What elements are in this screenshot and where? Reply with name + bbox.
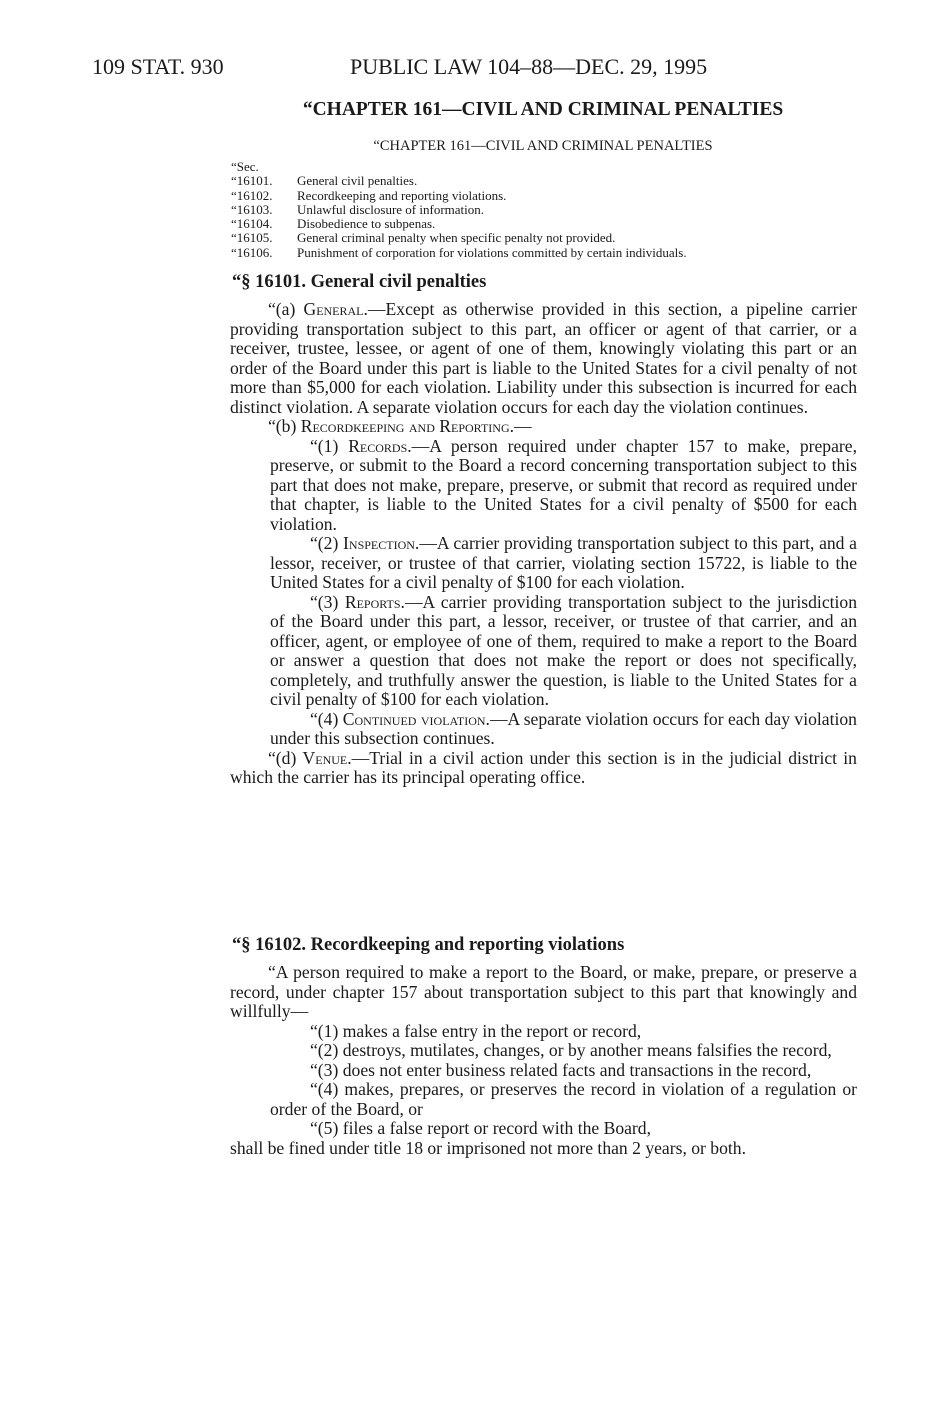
paragraph-b3-heading: Reports — [344, 591, 401, 612]
paragraph-b2-heading: Inspection — [343, 533, 415, 553]
subsection-d-text: .—Trial in a civil action under this section is in the judicial district in which the carrier has its principal operating office. — [230, 747, 857, 787]
paragraph-b2-text: .—A carrier providing transportation subject to this part, and a lessor, receiver, or trustee of that carrier, violating section 15722, is liable to the United States for a civil penalty of $100 for each violation. — [270, 533, 857, 592]
section-16101-heading: “§ 16101. General civil penalties — [232, 272, 487, 292]
toc-item — [231, 231, 863, 245]
section-16102-closing: shall be fined under title 18 or imprisoned not more than 2 years, or both. — [230, 1137, 746, 1158]
toc-item-title: Disobedience to subpenas. — [297, 216, 436, 232]
toc-item-number: “16101. — [231, 173, 273, 189]
stat-citation: 109 STAT. 930 — [92, 54, 224, 79]
public-law-citation: PUBLIC LAW 104–88—DEC. 29, 1995 — [350, 54, 708, 79]
subsection-d — [230, 749, 857, 788]
paragraph-b1 — [270, 437, 857, 535]
toc-item-title: Unlawful disclosure of information. — [297, 201, 485, 217]
chapter-heading: “CHAPTER 161—CIVIL AND CRIMINAL PENALTIES — [302, 99, 784, 120]
paragraph-b1-heading: Records — [348, 435, 408, 456]
subsection-b-prefix: “(b) — [268, 416, 301, 436]
paragraph-b4 — [270, 710, 857, 749]
subsection-a-heading: General — [303, 299, 364, 319]
list-item: “(5) files a false report or record with the Board, — [310, 1118, 651, 1138]
running-head — [92, 52, 852, 82]
toc-item — [231, 217, 863, 231]
subsection-b-text: .— — [509, 416, 532, 436]
subsection-a-text: .—Except as otherwise provided in this section, a pipeline carrier providing transportation subject to this part, an officer or agent of that carrier, or a receiver, trustee, lessee, or agent of one of them, knowingly violating this part or an order of the Board under this part is liable to the United States for a civil penalty of not more than $5,000 for each violation. Liability under this subsection is incurred for each distinct violation. A separate violation occurs for each day the violation continues. — [230, 299, 857, 417]
list-item: “(1) makes a false entry in the report or record, — [310, 1020, 642, 1041]
paragraph-b2-prefix: “(2) — [310, 533, 344, 553]
paragraph-b2 — [270, 534, 857, 593]
subsection-a — [230, 300, 857, 417]
toc-title: “CHAPTER 161—CIVIL AND CRIMINAL PENALTIES — [373, 138, 713, 154]
toc-item-number: “16104. — [231, 216, 273, 232]
table-of-sections — [231, 160, 863, 260]
paragraph-b3 — [270, 593, 857, 710]
paragraph-b4-heading: Continued violation — [342, 708, 486, 729]
toc-item — [231, 203, 863, 217]
section-16102-heading: “§ 16102. Recordkeeping and reporting violations — [232, 935, 625, 955]
section-16102-body — [230, 963, 857, 1158]
paragraph-b4-prefix: “(4) — [310, 708, 343, 729]
paragraph-b1-prefix: “(1) — [310, 435, 349, 456]
subsection-a-prefix: “(a) — [268, 299, 304, 319]
toc-item-title: General criminal penalty when specific penalty not provided. — [297, 230, 616, 246]
subsection-b-heading: Recordkeeping and Reporting — [300, 416, 510, 436]
subsection-b — [230, 417, 857, 437]
toc-item — [231, 189, 863, 203]
toc-item-number: “16106. — [231, 244, 273, 260]
subsection-d-prefix: “(d) — [268, 747, 303, 768]
toc-item-number: “16103. — [231, 201, 273, 217]
toc-sec-label: “Sec. — [231, 159, 259, 174]
toc-item-number: “16105. — [231, 230, 273, 246]
toc-item-title: General civil penalties. — [297, 173, 418, 189]
paragraph-b3-text: .—A carrier providing transportation subject to the jurisdiction of the Board under this part, a lessor, receiver, or trustee of that carrier, and an officer, agent, or employee of one of them, required to make a report to the Board or answer a question that does not make the report or does not specifically, completely, and truthfully answer the question, is liable to the United States for a civil penalty of $100 for each violation. — [270, 591, 857, 709]
toc-item — [231, 174, 863, 188]
toc-item-number: “16102. — [231, 187, 273, 203]
paragraph-b4-text: .—A separate violation occurs for each day violation under this subsection continues. — [270, 708, 857, 748]
paragraph-b1-text: .—A person required under chapter 157 to make, prepare, preserve, or submit to the Board a record concerning transportation subject to this part that does not make, prepare, preserve, or submit that record as required under that chapter, is liable to the United States for a civil penalty of $500 for each violation. — [270, 435, 857, 534]
subsection-d-heading: Venue — [302, 747, 348, 768]
paragraph-b3-prefix: “(3) — [310, 591, 345, 612]
toc-item-title: Punishment of corporation for violations committed by certain individuals. — [297, 244, 687, 260]
section-16102-intro: “A person required to make a report to the Board, or make, prepare, or preserve a record, under chapter 157 about transportation subject to this part that knowingly and willfully— — [230, 962, 857, 1021]
list-item: “(4) makes, prepares, or preserves the record in violation of a regulation or order of the Board, or — [270, 1079, 857, 1119]
list-item: “(3) does not enter business related facts and transactions in the record, — [310, 1059, 812, 1080]
list-item: “(2) destroys, mutilates, changes, or by another means falsifies the record, — [310, 1040, 832, 1060]
toc-item-title: Recordkeeping and reporting violations. — [297, 187, 507, 203]
toc-item — [231, 246, 863, 260]
section-16101-body — [230, 300, 857, 788]
